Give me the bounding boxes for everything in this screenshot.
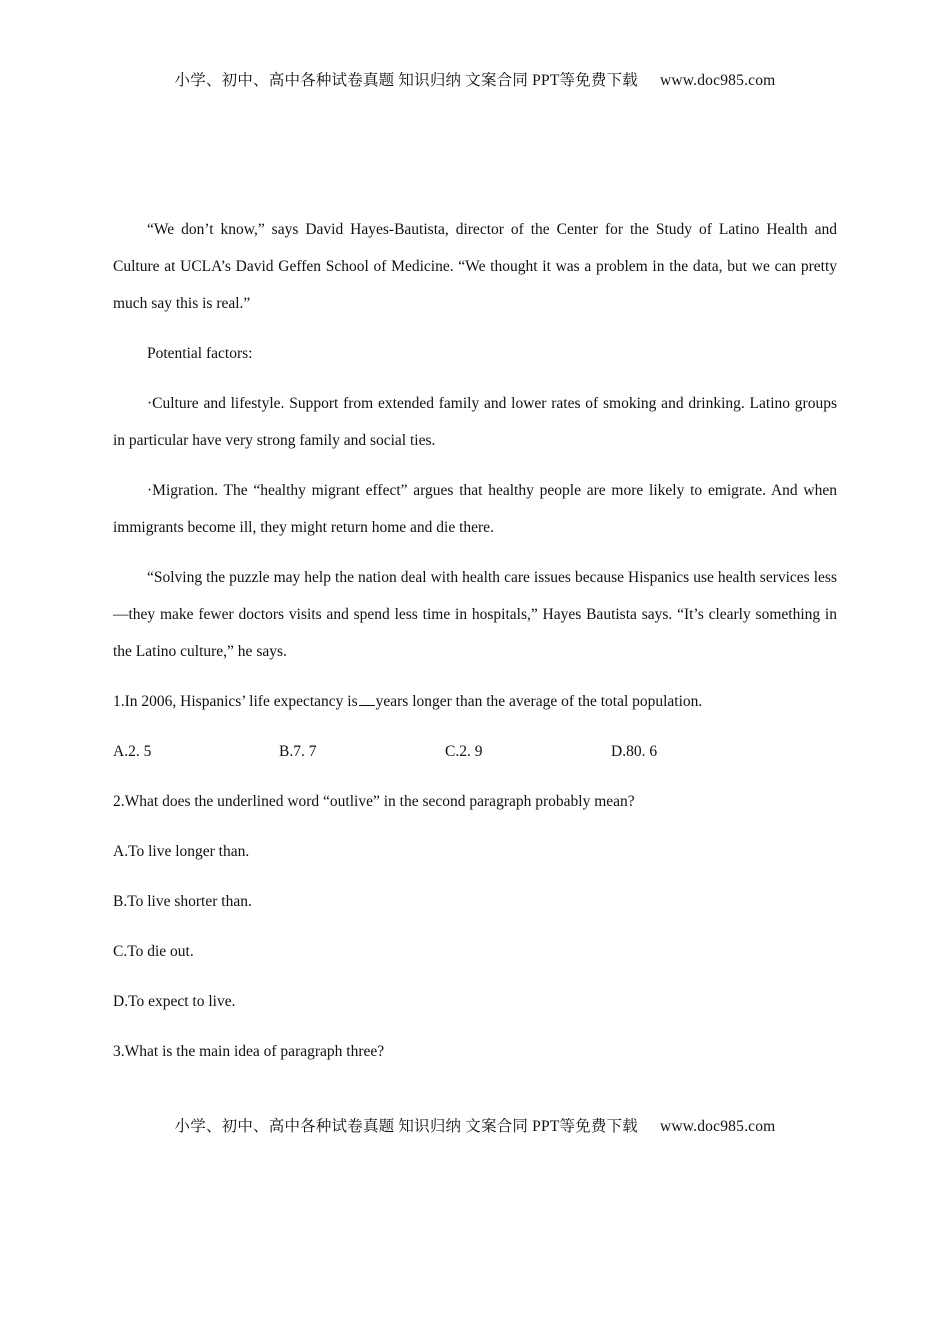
paragraph-migration: ·Migration. The “healthy migrant effect” argues that healthy people are more likely to emigrate. And when immigrants become ill, they might return home and die there. <box>113 482 837 536</box>
header-text: 小学、初中、高中各种试卷真题 知识归纳 文案合同 PPT等免费下载 <box>174 72 638 89</box>
paragraph-puzzle: “Solving the puzzle may help the nation deal with health care issues because Hispanics use health services less—they make fewer doctors visits and spend less time in hospitals,” Hayes Bautista says. “It’s clearly something in the Latino culture,” he says. <box>113 569 837 660</box>
question-1-stem-before: 1.In 2006, Hispanics’ life expectancy is <box>113 693 358 710</box>
question-2-option-a: A.To live longer than. <box>113 843 250 860</box>
paragraph-factors-heading: Potential factors: <box>147 345 253 362</box>
question-2-option-d: D.To expect to live. <box>113 993 236 1010</box>
question-2-option-b: B.To live shorter than. <box>113 893 252 910</box>
answer-blank <box>359 691 375 706</box>
paragraph-culture: ·Culture and lifestyle. Support from extended family and lower rates of smoking and drinking. Latino groups in particular have very strong family and social ties. <box>113 395 837 449</box>
question-1-stem-after: years longer than the average of the total population. <box>375 693 703 710</box>
page-header <box>0 68 950 90</box>
document-body <box>113 211 837 1083</box>
question-2: 2.What does the underlined word “outlive” in the second paragraph probably mean? <box>113 793 635 810</box>
question-1-options <box>113 733 837 770</box>
footer-text: 小学、初中、高中各种试卷真题 知识归纳 文案合同 PPT等免费下载 <box>174 1118 638 1135</box>
footer-url[interactable]: www.doc985.com <box>659 1118 776 1135</box>
question-3: 3.What is the main idea of paragraph three? <box>113 1043 385 1060</box>
paragraph-quote: “We don’t know,” says David Hayes-Bautista, director of the Center for the Study of Latino Health and Culture at UCLA’s David Geffen School of Medicine. “We thought it was a problem in the data, but we can pretty much say this is real.” <box>113 221 837 312</box>
question-2-option-c: C.To die out. <box>113 943 194 960</box>
question-1-option-c: C.2. 9 <box>445 743 483 760</box>
header-url[interactable]: www.doc985.com <box>659 72 776 89</box>
question-1-option-a: A.2. 5 <box>113 743 152 760</box>
question-1-option-d: D.80. 6 <box>611 743 658 760</box>
question-1-option-b: B.7. 7 <box>279 743 317 760</box>
question-1 <box>113 683 837 720</box>
page-footer <box>0 1114 950 1136</box>
